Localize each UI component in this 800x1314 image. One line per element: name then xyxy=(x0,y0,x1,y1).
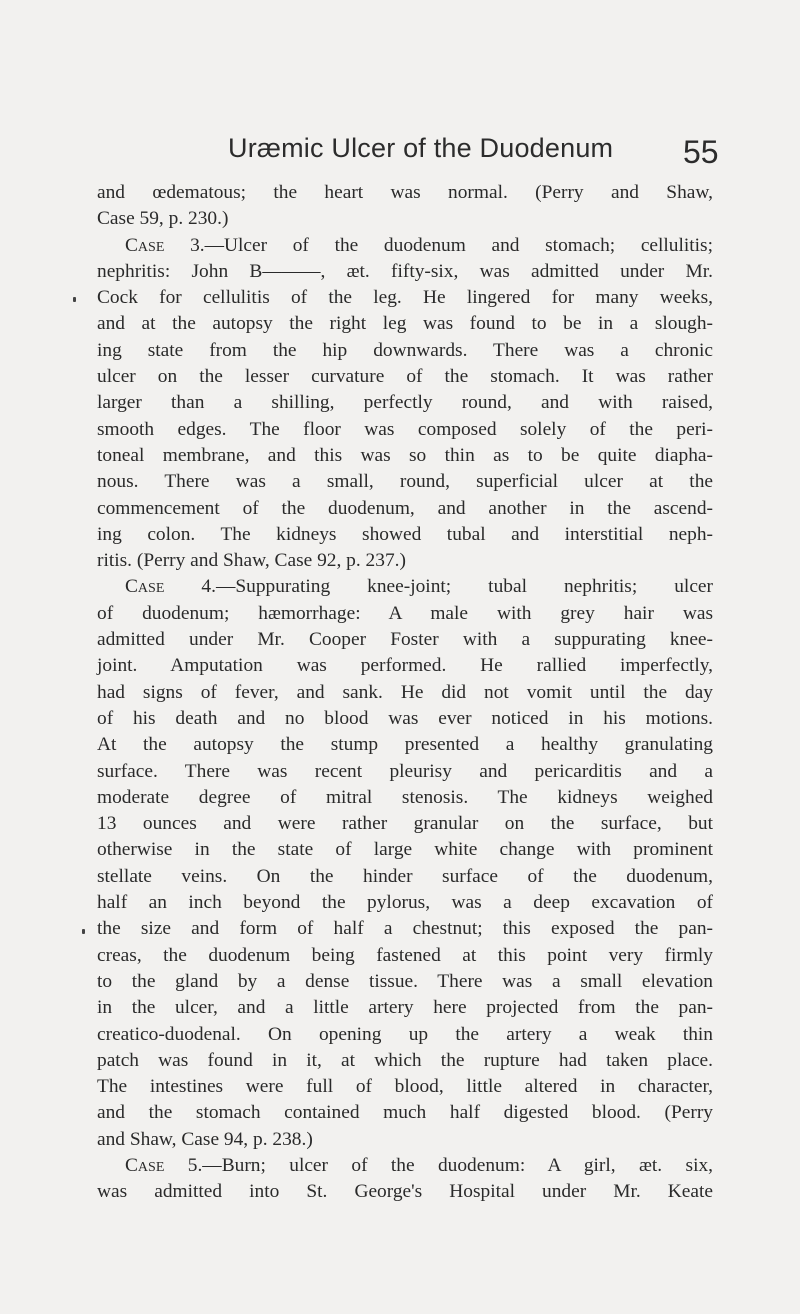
case-heading-line: Case 5.—Burn; ulcer of the duodenum: A girl, æt. six, xyxy=(125,1154,713,1176)
text-line: Case 59, p. 230.) xyxy=(97,208,229,230)
text-line: ulcer on the lesser curvature of the stomach. It was rather xyxy=(97,366,713,388)
running-head-title: Uræmic Ulcer of the Duodenum xyxy=(228,133,614,163)
text-line: creas, the duodenum being fastened at this point very firmly xyxy=(97,944,713,966)
text-line: ing colon. The kidneys showed tubal and interstitial neph- xyxy=(97,523,713,545)
body-text xyxy=(97,180,713,1206)
text-line: ritis. (Perry and Shaw, Case 92, p. 237.) xyxy=(97,550,406,572)
text-line: to the gland by a dense tissue. There was a small elevation xyxy=(97,970,713,992)
text-line: stellate veins. On the hinder surface of the duodenum, xyxy=(97,865,713,887)
text-line: commencement of the duodenum, and another in the ascend- xyxy=(97,497,713,519)
text-line: and the stomach contained much half digested blood. (Perry xyxy=(97,1102,713,1124)
case-heading-line: Case 4.—Suppurating knee-joint; tubal nephritis; ulcer xyxy=(125,576,713,598)
text-line: At the autopsy the stump presented a healthy granulating xyxy=(97,734,713,756)
case-heading-line: Case 3.—Ulcer of the duodenum and stomach; cellulitis; xyxy=(125,234,713,256)
text-line: and Shaw, Case 94, p. 238.) xyxy=(97,1128,313,1150)
text-line: of duodenum; hæmorrhage: A male with grey hair was xyxy=(97,602,713,624)
text-line: joint. Amputation was performed. He rallied imperfectly, xyxy=(97,655,713,677)
text-line: of his death and no blood was ever noticed in his motions. xyxy=(97,707,713,729)
text-line: nephritis: John B———, æt. fifty-six, was admitted under Mr. xyxy=(97,260,713,282)
text-line: surface. There was recent pleurisy and pericarditis and a xyxy=(97,760,713,782)
text-line: smooth edges. The floor was composed solely of the peri- xyxy=(97,418,713,440)
text-line: patch was found in it, at which the rupture had taken place. xyxy=(97,1049,713,1071)
text-line: The intestines were full of blood, little altered in character, xyxy=(97,1076,713,1098)
text-line: moderate degree of mitral stenosis. The kidneys weighed xyxy=(97,786,713,808)
text-line: in the ulcer, and a little artery here projected from the pan- xyxy=(97,997,713,1019)
text-line: was admitted into St. George's Hospital under Mr. Keate xyxy=(97,1181,713,1203)
text-line: ing state from the hip downwards. There was a chronic xyxy=(97,339,713,361)
text-line: Cock for cellulitis of the leg. He lingered for many weeks, xyxy=(97,287,713,309)
text-line: 13 ounces and were rather granular on the surface, but xyxy=(97,813,713,835)
margin-speck xyxy=(73,297,76,302)
page-number: 55 xyxy=(683,134,719,170)
text-line: toneal membrane, and this was so thin as to be quite diapha- xyxy=(97,444,713,466)
margin-speck xyxy=(82,929,85,934)
text-line: and œdematous; the heart was normal. (Perry and Shaw, xyxy=(97,182,713,203)
text-line: creatico-duodenal. On opening up the artery a weak thin xyxy=(97,1023,713,1045)
text-line: nous. There was a small, round, superficial ulcer at the xyxy=(97,471,713,493)
text-line: larger than a shilling, perfectly round, and with raised, xyxy=(97,392,713,414)
text-line: otherwise in the state of large white change with prominent xyxy=(97,839,713,861)
text-line: had signs of fever, and sank. He did not vomit until the day xyxy=(97,681,713,703)
text-line: and at the autopsy the right leg was found to be in a slough- xyxy=(97,313,713,335)
text-line: half an inch beyond the pylorus, was a deep excavation of xyxy=(97,892,713,914)
text-line: admitted under Mr. Cooper Foster with a suppurating knee- xyxy=(97,629,713,651)
text-line: the size and form of half a chestnut; this exposed the pan- xyxy=(97,918,713,940)
